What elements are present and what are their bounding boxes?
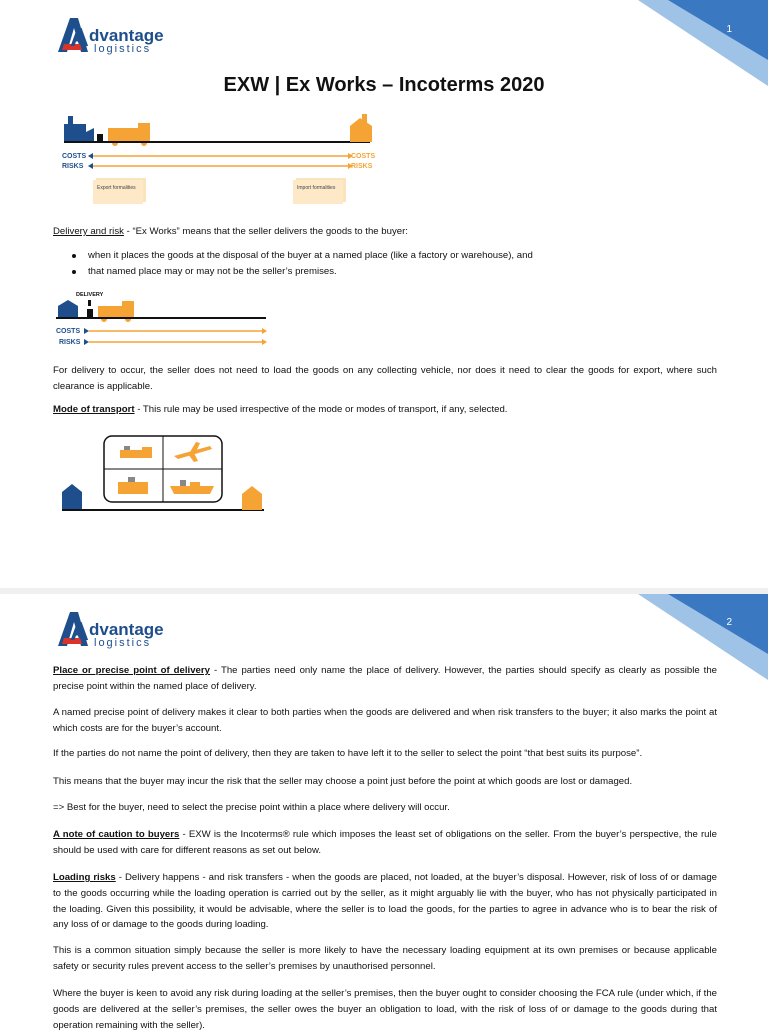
unnamed-point-paragraph: If the parties do not name the point of delivery, then they are taken to have left it to the seller to select the point “that best suits its purpose”.	[53, 748, 643, 759]
caution-text: - EXW is the Incoterms® rule which imposes the least set of obligations on the seller. From the buyer’s perspective, the rule should be used with care for different reasons as set out below.	[53, 829, 717, 856]
delivery-paragraph: For delivery to occur, the seller does not need to load the goods on any collecting vehicle, nor does it need to clear the goods for export, where such clearance is applicable.	[53, 365, 717, 392]
mode-of-transport-paragraph	[53, 402, 717, 418]
fca-suggestion-paragraph: Where the buyer is keen to avoid any risk during loading at the seller’s premises, then the buyer ought to consider choosing the FCA rule (under which, if the goods are delivered at the seller’s premises, the seller owes the buyer an obligation to load, with the risk of loss of or damage to the goods during that operation remaining with the seller).	[53, 988, 717, 1031]
costs-label-right: COSTS	[351, 153, 376, 160]
document-page-2	[0, 594, 768, 1031]
caution-heading: A note of caution to buyers	[53, 829, 180, 840]
logo-word-advantage: dvantage	[89, 620, 164, 639]
road-truck-icon	[120, 446, 152, 458]
exw-costs-risks-diagram	[60, 112, 390, 207]
costs-label-left: COSTS	[62, 153, 87, 160]
common-situation-paragraph: This is a common situation simply because the seller is more likely to have the necessary loading equipment at its own premises or because applicable safety or security rules prevent access to the seller’s premises by unauthorised personnel.	[53, 945, 717, 972]
delivery-and-risk-heading: Delivery and risk	[53, 226, 124, 237]
seller-factory-icon	[58, 300, 78, 318]
loading-risks-text: - Delivery happens - and risk transfers - when the goods are placed, not loaded, at the buyer’s disposal. However, risk of loss of or damage to the goods occurring while the loading operation is carried out by the seller, as it might arguably lie with the buyer, who has not physically participated in the loading. Given this possibility, it would be advisable, where the seller is to load the goods, for the parties to agree in advance who is to bear the risk of any loss of or damage to the goods during loading.	[53, 872, 718, 931]
page-title: EXW | Ex Works – Incoterms 2020	[223, 74, 545, 96]
export-formalities-doc	[93, 178, 146, 204]
list-item: when it places the goods at the disposal of the buyer at a named place (like a factory or warehouse), and	[72, 248, 712, 264]
risks-label-right: RISKS	[351, 163, 373, 170]
import-formalities-label: Import formalities	[297, 185, 336, 191]
cargo-box-icon	[97, 134, 103, 142]
company-logo	[56, 608, 166, 652]
cargo-box-icon	[87, 309, 93, 318]
delivery-intro-text: - “Ex Works” means that the seller delivers the goods to the buyer:	[123, 226, 408, 237]
rail-truck-icon	[118, 477, 148, 494]
delivery-label: DELIVERY	[76, 292, 104, 298]
logo-letter: A	[70, 22, 89, 52]
named-point-paragraph: A named precise point of delivery makes it clear to both parties when the goods are delivered and when risk transfers to the buyer; it also marks the point at which costs are for the buyer’s account.	[53, 707, 717, 734]
page-number: 1	[726, 24, 732, 35]
export-formalities-label: Export formalities	[97, 185, 136, 191]
place-of-delivery-text: - The parties need only name the place of delivery. However, the parties should specify as clearly as possible the precise point within the named place of delivery.	[53, 665, 718, 692]
page-number: 2	[726, 617, 732, 628]
loading-risks-paragraph	[53, 870, 717, 933]
exw-delivery-diagram	[54, 288, 274, 348]
logo-word-logistics: logistics	[94, 637, 152, 649]
buyer-factory-icon	[242, 486, 262, 510]
loading-risks-heading: Loading risks	[53, 872, 116, 883]
logo-word-logistics: logistics	[94, 43, 152, 55]
place-of-delivery-heading: Place or precise point of delivery	[53, 665, 210, 676]
mode-of-transport-heading: Mode of transport	[53, 404, 135, 415]
delivery-and-risk-paragraph	[53, 224, 717, 240]
logo-letter: A	[70, 616, 89, 646]
buyer-risk-paragraph: This means that the buyer may incur the risk that the seller may choose a point just before the point at which goods are lost or damaged.	[53, 776, 633, 787]
best-for-buyer-paragraph: => Best for the buyer, need to select the precise point within a place where delivery will occur.	[53, 802, 450, 813]
ship-icon	[170, 480, 214, 494]
list-item: that named place may or may not be the seller’s premises.	[72, 264, 712, 280]
import-formalities-doc	[293, 178, 346, 204]
delivery-marker	[88, 300, 91, 306]
mode-of-transport-text: - This rule may be used irrespective of the mode or modes of transport, if any, selected.	[134, 404, 508, 415]
company-logo	[56, 14, 166, 58]
seller-factory-icon	[62, 484, 82, 510]
delivery-bullet-list	[72, 248, 712, 280]
transport-modes-diagram	[60, 432, 270, 514]
risks-label: RISKS	[59, 339, 81, 346]
place-of-delivery-paragraph	[53, 663, 717, 695]
seller-factory-icon	[64, 116, 94, 142]
airplane-icon	[174, 442, 212, 462]
logo-word-advantage: dvantage	[89, 26, 164, 45]
buyer-factory-icon	[350, 114, 372, 142]
costs-label: COSTS	[56, 328, 81, 335]
caution-paragraph	[53, 827, 717, 859]
risks-label-left: RISKS	[62, 163, 84, 170]
